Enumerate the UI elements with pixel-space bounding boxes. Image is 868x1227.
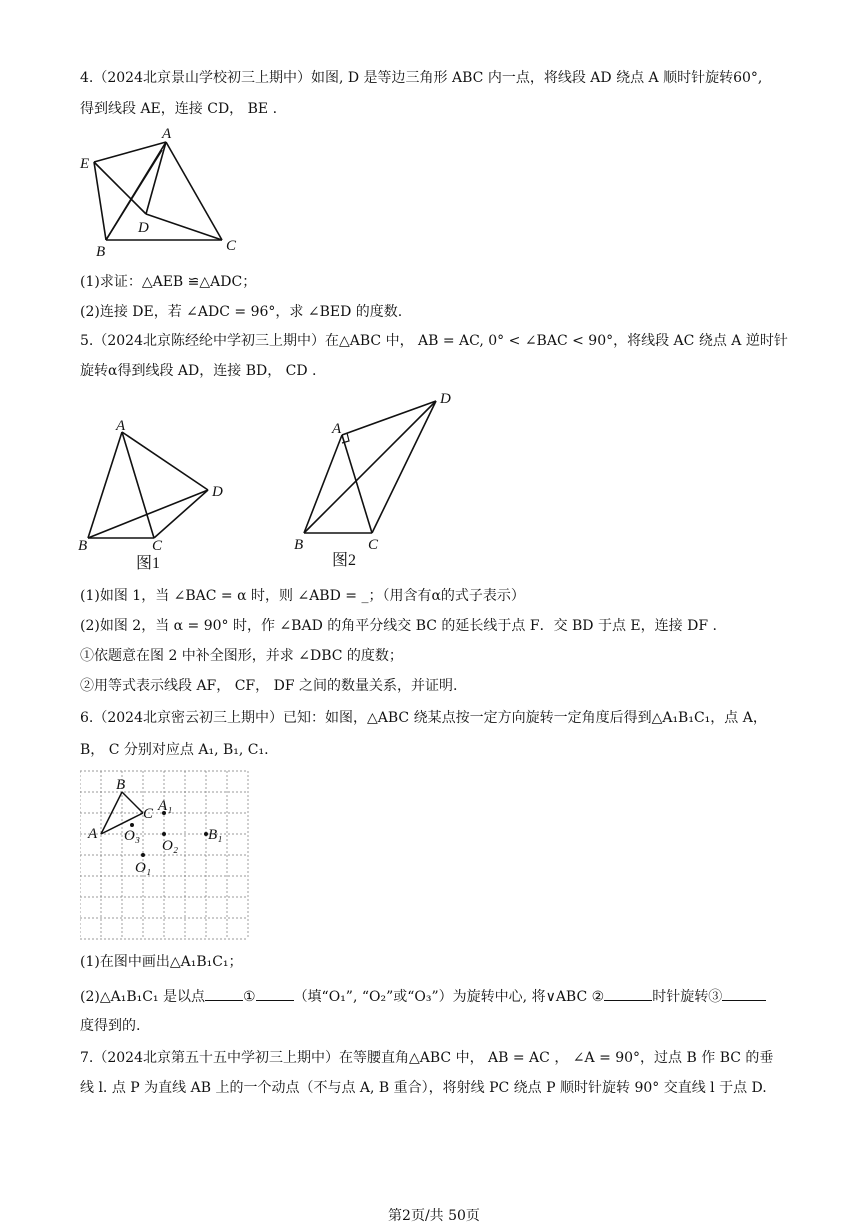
q5-fig1-label-c: C — [152, 538, 163, 554]
page-footer: 第2页/共 50页 — [388, 1208, 480, 1224]
q5-fig1-caption: 图1 — [136, 555, 161, 572]
q6-part2 — [80, 986, 766, 1007]
q6-label-o3: O₃ — [124, 828, 141, 844]
q4-label-d: D — [138, 220, 149, 236]
q6-part2-text-a: (2)△A₁B₁C₁ 是以点 — [80, 989, 205, 1005]
q4-part2: (2)连接 DE，若 ∠ADC = 96°，求 ∠BED 的度数. — [80, 304, 403, 320]
q5-fig1-label-a: A — [116, 418, 126, 434]
q6-blank-3[interactable] — [722, 986, 766, 1001]
q6-part2-circle-1: ① — [243, 989, 256, 1005]
q5-part2-1: ①依题意在图 2 中补全图形，并求 ∠DBC 的度数； — [80, 648, 403, 664]
q5-fig2-label-d: D — [440, 391, 451, 407]
q6-label-b1: B₁ — [208, 827, 223, 843]
q6-stem-line1: 6.（2024北京密云初三上期中）已知：如图，△ABC 绕某点按一定方向旋转一定角度后得到△A₁B₁C₁，点 A， — [80, 710, 767, 726]
q6-blank-1a[interactable] — [205, 986, 243, 1001]
q7-stem-line2: 线 l. 点 P 为直线 AB 上的一个动点（不与点 A, B 重合），将射线 PC 绕点 P 顺时针旋转 90° 交直线 l 于点 D. — [80, 1080, 767, 1096]
q5-fig1-label-d: D — [212, 484, 223, 500]
q4-label-e: E — [80, 156, 90, 172]
q6-blank-2[interactable] — [604, 986, 652, 1001]
q5-fig2-label-b: B — [294, 537, 304, 553]
q5-figure-2 — [288, 385, 468, 575]
q4-part1: (1)求证：△AEB ≌△ADC； — [80, 274, 257, 290]
q6-label-b: B — [116, 777, 126, 793]
q5-stem-line1: 5.（2024北京陈经纶中学初三上期中）在△ABC 中， AB = AC, 0° < ∠BAC < 90°，将线段 AC 绕点 A 逆时针 — [80, 333, 788, 349]
q6-label-a: A — [88, 826, 98, 842]
q5-figure-1 — [72, 410, 242, 580]
q4-label-a: A — [162, 126, 172, 142]
q4-stem-line1: 4.（2024北京景山学校初三上期中）如图, D 是等边三角形 ABC 内一点，将线段 AD 绕点 A 顺时针旋转60°, — [80, 70, 763, 86]
q6-label-c: C — [143, 806, 154, 822]
q6-blank-1b[interactable] — [256, 986, 294, 1001]
q5-fig2-label-a: A — [332, 421, 342, 437]
q6-part2-text-c: （填“O₁”, “O₂”或“O₃”）为旋转中心, 将∨ABC ② — [293, 989, 605, 1005]
q5-part1: (1)如图 1，当 ∠BAC = α 时，则 ∠ABD = _；（用含有α的式子表示） — [80, 588, 525, 604]
q5-fig2-label-c: C — [368, 537, 379, 553]
q5-part2-2: ②用等式表示线段 AF， CF， DF 之间的数量关系，并证明. — [80, 678, 458, 694]
q4-stem-line2: 得到线段 AE，连接 CD， BE . — [80, 101, 278, 117]
q6-part3: 度得到的. — [80, 1018, 141, 1034]
q5-stem-line2: 旋转α得到线段 AD，连接 BD， CD . — [80, 363, 317, 379]
q6-part1: (1)在图中画出△A₁B₁C₁； — [80, 954, 243, 970]
q6-label-o1: O₁ — [135, 860, 152, 876]
q6-grid-figure — [80, 770, 250, 942]
q5-fig1-label-b: B — [78, 538, 88, 554]
q6-part2-text-d: 时针旋转③ — [652, 989, 723, 1005]
q4-label-c: C — [226, 238, 237, 254]
q5-part2: (2)如图 2，当 α = 90° 时，作 ∠BAD 的角平分线交 BC 的延长线于点 F．交 BD 于点 E，连接 DF . — [80, 618, 717, 634]
q7-stem-line1: 7.（2024北京第五十五中学初三上期中）在等腰直角△ABC 中， AB = AC ， ∠A = 90°，过点 B 作 BC 的垂 — [80, 1050, 774, 1066]
q4-label-b: B — [96, 244, 106, 260]
q6-label-o2: O₂ — [162, 838, 179, 854]
q4-figure — [76, 122, 256, 262]
q6-label-a1: A₁ — [158, 798, 173, 814]
q5-fig2-caption: 图2 — [332, 552, 357, 569]
q6-stem-line2: B， C 分别对应点 A₁, B₁, C₁. — [80, 742, 269, 758]
